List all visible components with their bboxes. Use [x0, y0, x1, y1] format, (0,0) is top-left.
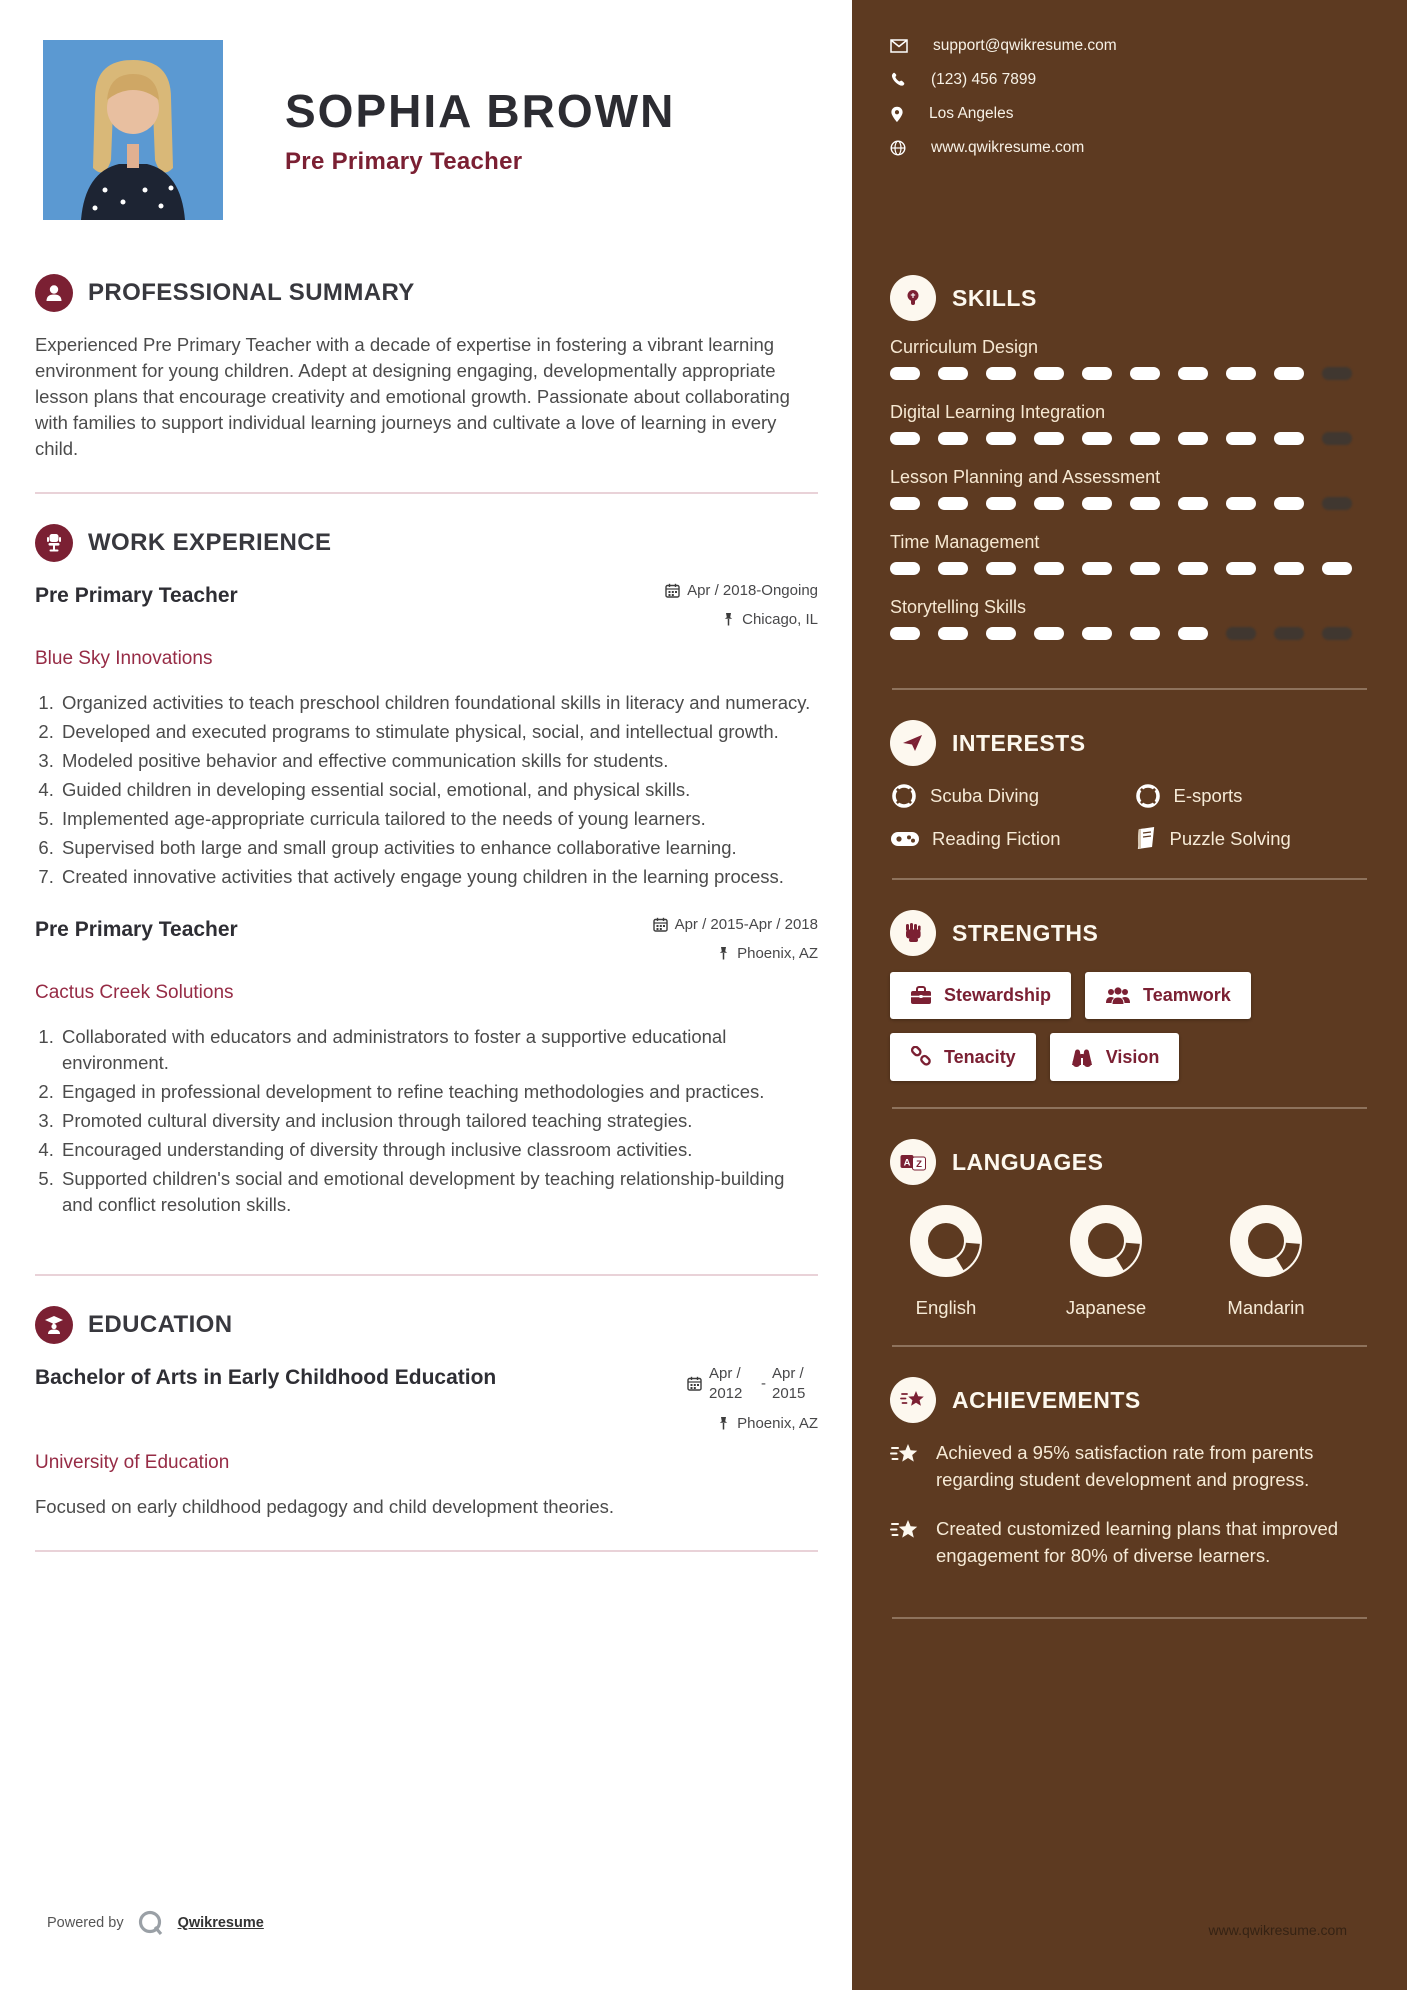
skill-segment	[1226, 432, 1256, 445]
profile-photo	[43, 40, 223, 220]
job-bullet: 4. Encouraged understanding of diversity through inclusive classroom activities.	[59, 1137, 818, 1163]
section-divider	[35, 1274, 818, 1276]
fist-icon	[890, 910, 936, 956]
paper-plane-icon	[890, 720, 936, 766]
skill-segment	[1130, 432, 1160, 445]
shooting-star-icon	[890, 1377, 936, 1423]
language-donut-chart	[1226, 1201, 1306, 1281]
skill-segment	[986, 627, 1016, 640]
achievements-section	[890, 1377, 1369, 1591]
identity-header	[43, 40, 818, 220]
job-dates: Apr / 2018-Ongoing	[665, 582, 818, 599]
shooting-star-glyph	[900, 1388, 926, 1412]
interest-item: Puzzle Solving	[1134, 826, 1370, 852]
translate-icon	[890, 1139, 936, 1185]
skill-item: Lesson Planning and Assessment	[890, 467, 1369, 510]
interests-heading: INTERESTS	[952, 729, 1086, 756]
job-bullet: 6. Supervised both large and small group activities to enhance collaborative learning.	[59, 835, 818, 861]
company-name: Blue Sky Innovations	[35, 648, 213, 669]
skill-segment	[986, 562, 1016, 575]
skill-rating-bar	[890, 432, 1369, 445]
contact-phone[interactable]: (123) 456 7899	[890, 70, 1369, 90]
email-icon	[890, 39, 908, 53]
contact-list	[890, 36, 1369, 172]
identity-text	[285, 84, 675, 176]
skill-segment	[1178, 497, 1208, 510]
education-section	[35, 1306, 818, 1520]
education-dates: Apr / 2012 - Apr / 2015	[687, 1364, 818, 1403]
office-chair-icon	[35, 524, 73, 562]
skill-segment	[1322, 627, 1352, 640]
strength-badge: Vision	[1050, 1033, 1180, 1081]
skill-segment	[1034, 367, 1064, 380]
book-icon	[1134, 826, 1158, 852]
interests-section	[890, 720, 1369, 852]
skill-segment	[1178, 627, 1208, 640]
location-icon	[890, 106, 904, 123]
contact-website[interactable]: www.qwikresume.com	[890, 138, 1369, 158]
skill-segment	[1082, 627, 1112, 640]
binoculars-icon	[1070, 1047, 1094, 1067]
skill-segment	[1274, 497, 1304, 510]
gamepad-icon	[890, 829, 920, 849]
person-icon	[35, 274, 73, 312]
skill-segment	[1130, 627, 1160, 640]
lifebuoy-icon	[1134, 782, 1162, 810]
job-bullet: 7. Created innovative activities that actively engage young children in the learning process.	[59, 864, 818, 890]
skill-segment	[1082, 367, 1112, 380]
translate-icon-glyph	[900, 1153, 926, 1171]
sidebar-divider	[892, 1107, 1367, 1109]
education-heading: EDUCATION	[88, 1311, 233, 1338]
language-item: Mandarin	[1212, 1201, 1320, 1319]
work-section	[35, 524, 818, 1244]
skill-segment	[1322, 432, 1352, 445]
strength-badge: Teamwork	[1085, 972, 1251, 1019]
skills-section	[890, 275, 1369, 662]
work-heading: WORK EXPERIENCE	[88, 529, 332, 556]
powered-by-label: Powered by	[47, 1915, 124, 1931]
globe-icon	[890, 140, 906, 156]
sidebar-divider	[892, 1345, 1367, 1347]
language-item: English	[892, 1201, 1000, 1319]
interest-item: Scuba Diving	[890, 782, 1126, 810]
summary-text: Experienced Pre Primary Teacher with a decade of expertise in fostering a vibrant learning environment for young children. Adept at designing engaging, developmentally appropriate lesson plans that encourage creativity and emotional growth. Passionate about collaborating with families to support individual learning journeys and cultivate a love of learning in every child.	[35, 334, 790, 459]
skill-segment	[890, 562, 920, 575]
skill-segment	[1082, 432, 1112, 445]
languages-section	[890, 1139, 1369, 1319]
skill-segment	[1226, 562, 1256, 575]
job-bullet: 1. Collaborated with educators and administrators to foster a supportive educational environment.	[59, 1024, 818, 1076]
qwikresume-logo-icon	[136, 1908, 166, 1938]
section-divider	[35, 1550, 818, 1552]
skill-segment	[890, 367, 920, 380]
skills-heading: SKILLS	[952, 284, 1037, 311]
school-name: University of Education	[35, 1452, 230, 1473]
skill-segment	[1274, 432, 1304, 445]
sidebar-divider	[892, 1617, 1367, 1619]
job-bullet-list	[37, 690, 818, 890]
sidebar-divider	[892, 688, 1367, 690]
watermark: www.qwikresume.com	[1208, 1922, 1347, 1938]
job-title: Pre Primary Teacher	[35, 584, 238, 607]
skill-segment	[1034, 432, 1064, 445]
skill-segment	[938, 432, 968, 445]
strengths-heading: STRENGTHS	[952, 919, 1099, 946]
footer	[35, 1908, 818, 1938]
interest-item: E-sports	[1134, 782, 1370, 810]
skill-segment	[1226, 497, 1256, 510]
job-bullet: 4. Guided children in developing essential social, emotional, and physical skills.	[59, 777, 818, 803]
skill-segment	[1130, 367, 1160, 380]
skill-segment	[1274, 367, 1304, 380]
job-location: Phoenix, AZ	[653, 945, 818, 962]
skill-segment	[938, 627, 968, 640]
team-icon	[1105, 986, 1131, 1006]
achievement-item: Achieved a 95% satisfaction rate from parents regarding student development and progress.	[890, 1439, 1369, 1493]
chain-icon	[910, 1046, 932, 1068]
summary-section	[35, 274, 818, 462]
lightbulb-icon	[890, 275, 936, 321]
strength-badge: Tenacity	[890, 1033, 1036, 1081]
contact-email[interactable]: support@qwikresume.com	[890, 36, 1369, 56]
skill-segment	[986, 497, 1016, 510]
skill-segment	[1082, 562, 1112, 575]
job-bullet: 3. Modeled positive behavior and effective communication skills for students.	[59, 748, 818, 774]
job-bullet: 2. Developed and executed programs to stimulate physical, social, and intellectual growth.	[59, 719, 818, 745]
skill-rating-bar	[890, 497, 1369, 510]
contact-location: Los Angeles	[890, 104, 1369, 124]
qwikresume-link[interactable]: Qwikresume	[177, 1915, 264, 1931]
skill-segment	[890, 497, 920, 510]
skill-segment	[938, 497, 968, 510]
language-list	[892, 1201, 1369, 1319]
skill-segment	[1226, 367, 1256, 380]
job-bullet: 3. Promoted cultural diversity and inclusion through tailored teaching strategies.	[59, 1108, 818, 1134]
calendar-icon	[653, 917, 668, 932]
skill-segment	[1034, 562, 1064, 575]
achievement-item: Created customized learning plans that improved engagement for 80% of diverse learners.	[890, 1515, 1369, 1569]
education-location: Phoenix, AZ	[687, 1415, 818, 1432]
job-title: Pre Primary Teacher	[35, 918, 238, 941]
skill-segment	[1034, 627, 1064, 640]
job-bullet: 2. Engaged in professional development to refine teaching methodologies and practices.	[59, 1079, 818, 1105]
strength-badge: Stewardship	[890, 972, 1071, 1019]
language-item: Japanese	[1052, 1201, 1160, 1319]
degree-title: Bachelor of Arts in Early Childhood Education	[35, 1366, 497, 1389]
company-name: Cactus Creek Solutions	[35, 982, 234, 1003]
sidebar-divider	[892, 878, 1367, 880]
job-location: Chicago, IL	[665, 611, 818, 628]
skill-item: Curriculum Design	[890, 337, 1369, 380]
svg-text:Z: Z	[916, 1159, 922, 1171]
skill-item: Digital Learning Integration	[890, 402, 1369, 445]
interest-item: Reading Fiction	[890, 826, 1126, 852]
skill-item: Storytelling Skills	[890, 597, 1369, 640]
lifebuoy-icon	[890, 782, 918, 810]
skill-segment	[1178, 432, 1208, 445]
skill-segment	[1130, 562, 1160, 575]
skill-rating-bar	[890, 627, 1369, 640]
pushpin-icon	[717, 1416, 730, 1431]
language-donut-chart	[906, 1201, 986, 1281]
skill-segment	[890, 627, 920, 640]
job-bullet: 1. Organized activities to teach preschool children foundational skills in literacy and numeracy.	[59, 690, 818, 716]
education-note: Focused on early childhood pedagogy and child development theories.	[35, 1496, 615, 1517]
job-dates: Apr / 2015-Apr / 2018	[653, 916, 818, 933]
skill-segment	[1082, 497, 1112, 510]
calendar-icon	[687, 1376, 702, 1391]
svg-text:A: A	[903, 1157, 911, 1169]
language-donut-chart	[1066, 1201, 1146, 1281]
skill-segment	[1226, 627, 1256, 640]
profile-photo-illustration	[43, 40, 223, 220]
star-badge-icon	[890, 1517, 920, 1545]
section-divider	[35, 492, 818, 494]
interest-grid	[890, 782, 1369, 852]
skill-segment	[1178, 562, 1208, 575]
job-bullet-list	[37, 1024, 818, 1218]
achievements-heading: ACHIEVEMENTS	[952, 1386, 1141, 1413]
job-entry-1	[35, 582, 818, 890]
briefcase-icon	[910, 986, 932, 1006]
skill-segment	[1274, 562, 1304, 575]
pushpin-icon	[722, 612, 735, 627]
strengths-section	[890, 910, 1369, 1081]
skill-segment	[938, 367, 968, 380]
skill-segment	[1034, 497, 1064, 510]
candidate-title: Pre Primary Teacher	[285, 148, 523, 175]
star-badge-icon	[890, 1441, 920, 1469]
skill-segment	[1274, 627, 1304, 640]
summary-heading: PROFESSIONAL SUMMARY	[88, 279, 415, 306]
skill-segment	[986, 367, 1016, 380]
pushpin-icon	[717, 946, 730, 961]
skill-segment	[1322, 562, 1352, 575]
calendar-icon	[665, 583, 680, 598]
candidate-name: SOPHIA BROWN	[285, 85, 676, 137]
skill-segment	[986, 432, 1016, 445]
skill-segment	[1322, 367, 1352, 380]
sidebar	[852, 0, 1407, 1990]
job-bullet: 5. Supported children's social and emotional development by teaching relationship-building and conflict resolution skills.	[59, 1166, 818, 1218]
skill-segment	[890, 432, 920, 445]
skill-rating-bar	[890, 367, 1369, 380]
skill-rating-bar	[890, 562, 1369, 575]
job-entry-2	[35, 916, 818, 1218]
skill-item: Time Management	[890, 532, 1369, 575]
graduate-icon	[35, 1306, 73, 1344]
skill-segment	[1130, 497, 1160, 510]
skill-segment	[1322, 497, 1352, 510]
strength-list	[890, 972, 1369, 1081]
languages-heading: LANGUAGES	[952, 1148, 1104, 1175]
phone-icon	[890, 72, 906, 88]
job-bullet: 5. Implemented age-appropriate curricula tailored to the needs of young learners.	[59, 806, 818, 832]
skill-segment	[938, 562, 968, 575]
skill-segment	[1178, 367, 1208, 380]
